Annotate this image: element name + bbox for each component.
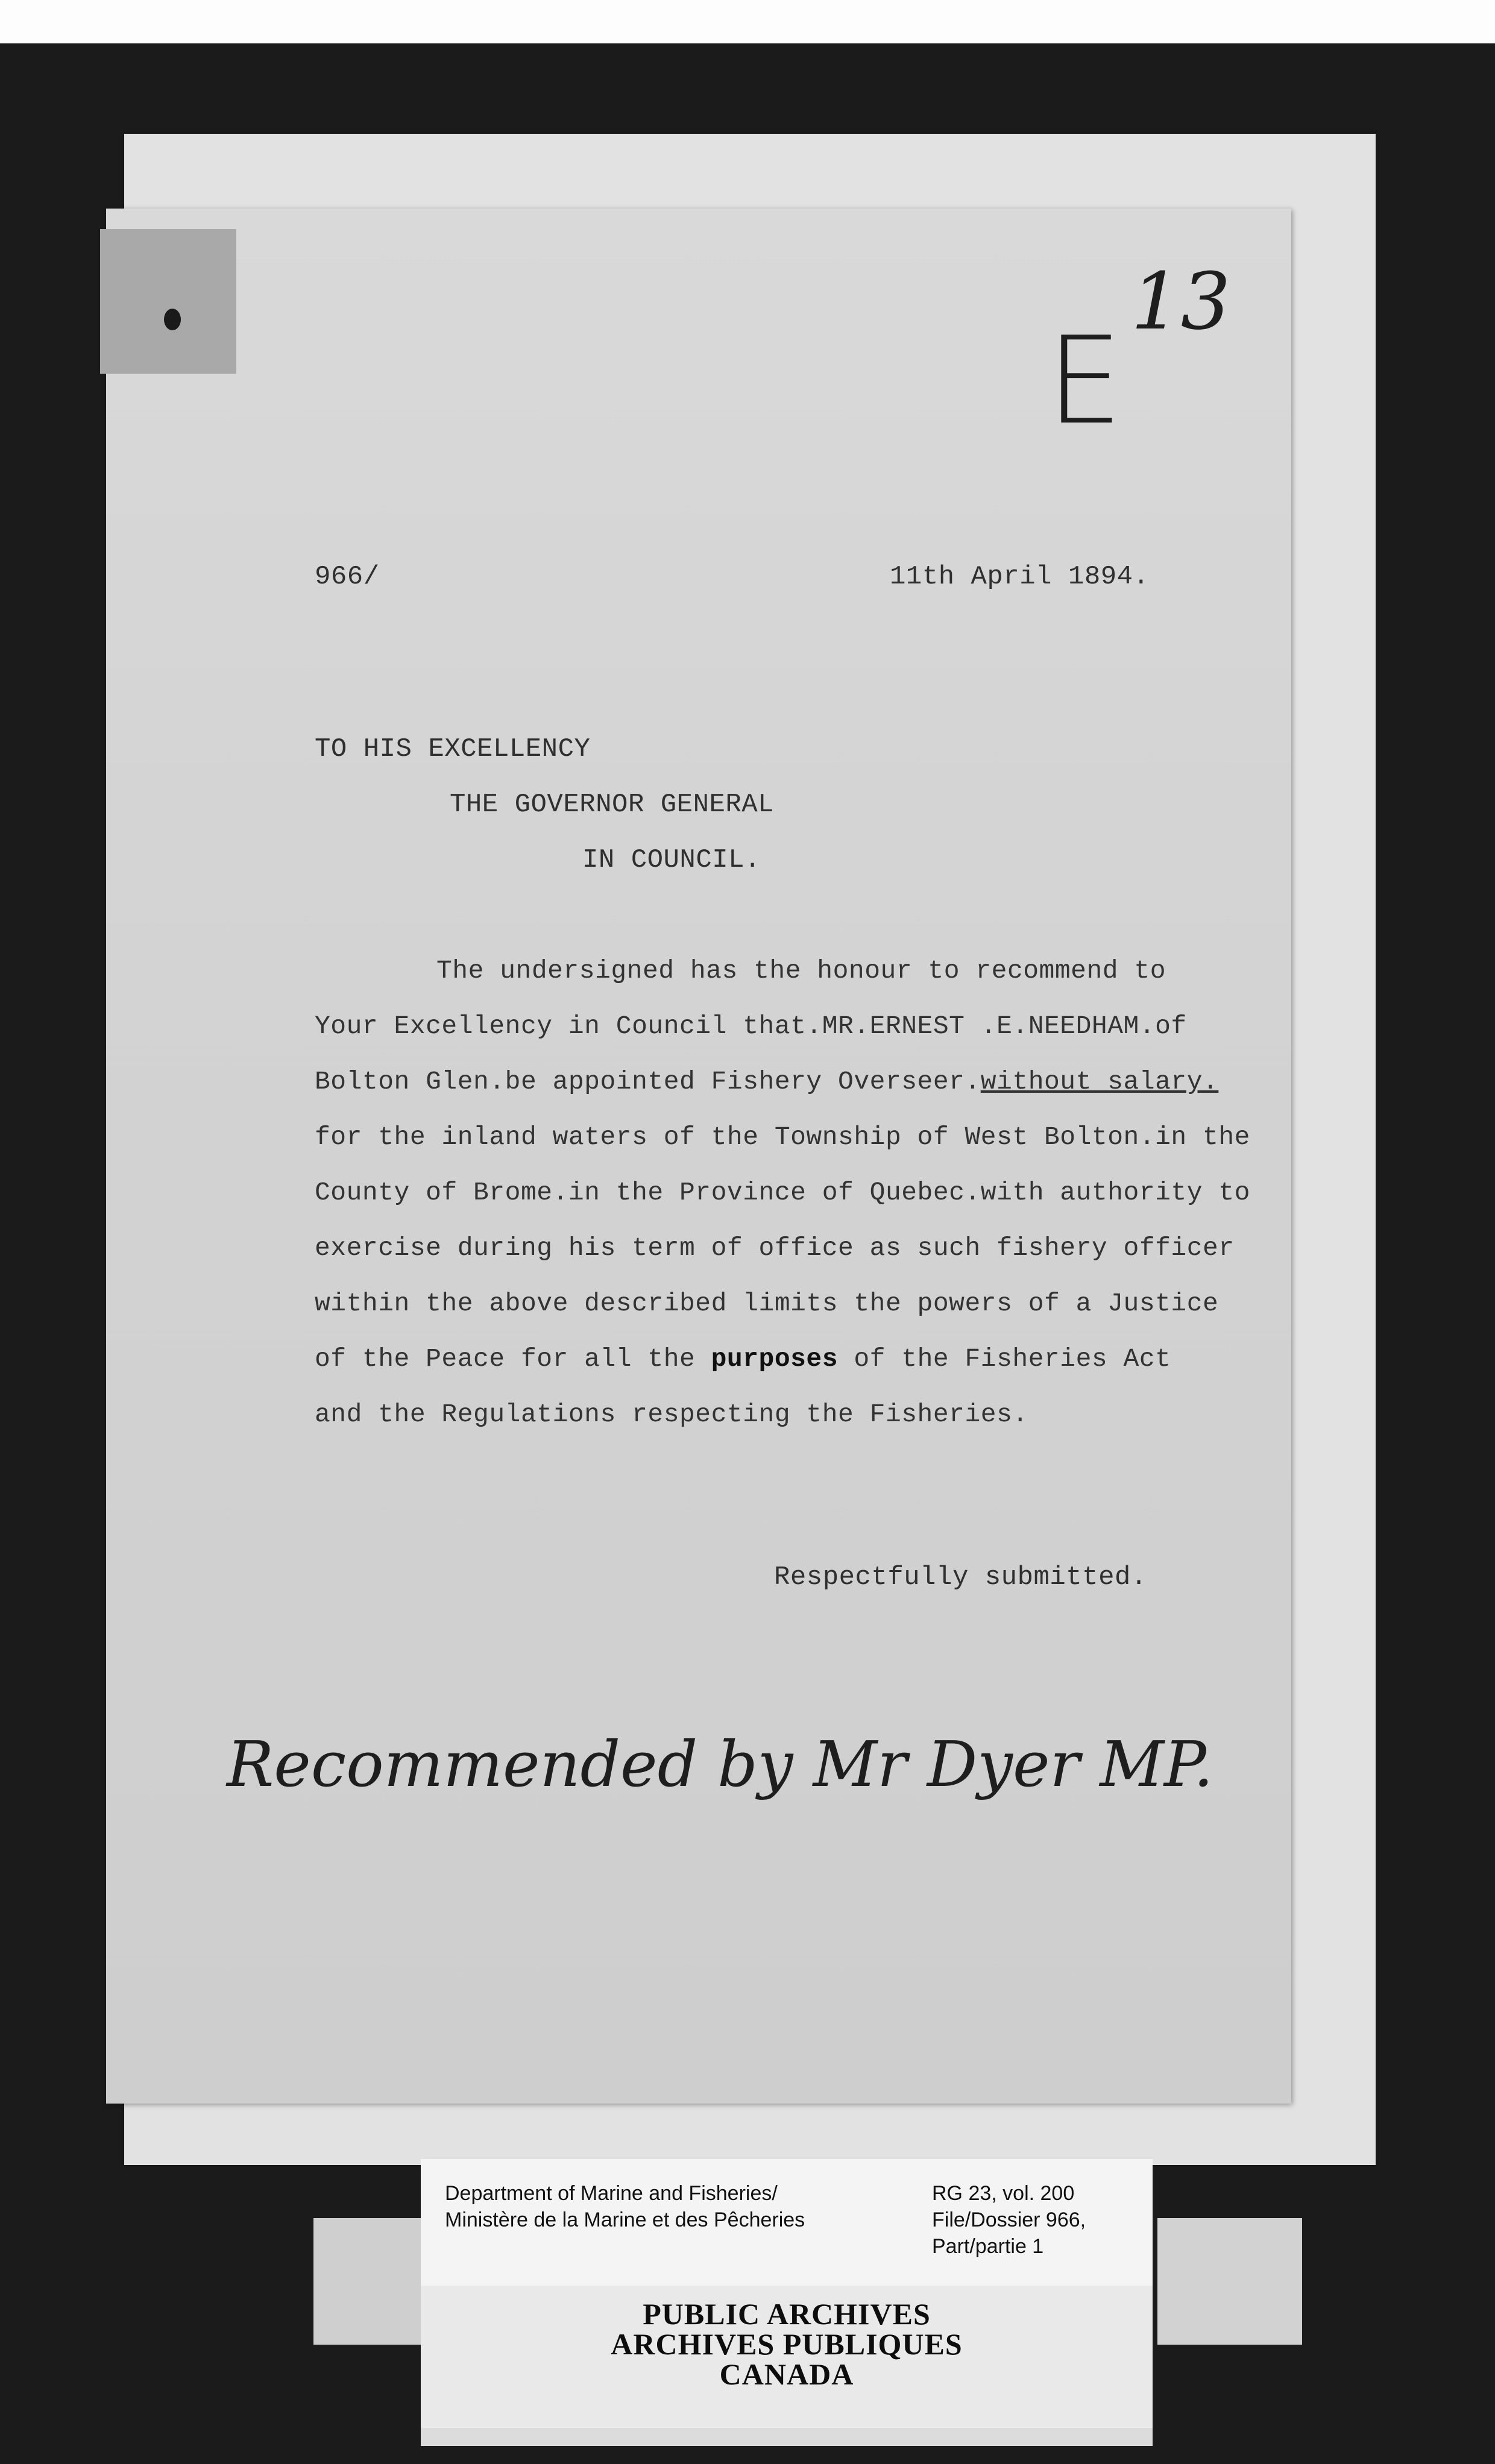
tape-mark xyxy=(164,309,181,330)
handwritten-number: 13 xyxy=(1131,256,1231,347)
body-line-8-tail: of the Fisheries Act xyxy=(838,1344,1171,1374)
stamp-line-3: CANADA xyxy=(719,2357,854,2391)
mounting-tape xyxy=(100,229,236,374)
underlined-phrase: without salary. xyxy=(980,1067,1219,1096)
archives-stamp xyxy=(421,2286,1153,2428)
label-file-number: File/Dossier 966, xyxy=(932,2208,1086,2231)
bold-word: purposes xyxy=(711,1344,839,1374)
body-line-3-text: Bolton Glen.be appointed Fishery Overseer. xyxy=(315,1067,981,1096)
body-line-3 xyxy=(315,1067,1218,1096)
address-line-1: TO HIS EXCELLENCY xyxy=(315,734,591,764)
letter-date: 11th April 1894. xyxy=(890,562,1150,592)
label-tab-right xyxy=(1157,2218,1302,2345)
body-line-8 xyxy=(315,1344,1171,1374)
file-reference: 966/ xyxy=(315,562,380,592)
label-tab-left xyxy=(313,2218,428,2345)
body-line-8-text: of the Peace for all the xyxy=(315,1344,711,1374)
address-line-2: THE GOVERNOR GENERAL xyxy=(450,790,775,820)
body-line-6: exercise during his term of office as such fishery officer xyxy=(315,1233,1235,1263)
body-line-7: within the above described limits the powers of a Justice xyxy=(315,1289,1219,1318)
label-department-en: Department of Marine and Fisheries/ xyxy=(445,2182,778,2205)
label-part-number: Part/partie 1 xyxy=(932,2235,1044,2258)
label-department-fr: Ministère de la Marine et des Pêcheries xyxy=(445,2208,805,2231)
stamp-line-2: ARCHIVES PUBLIQUES xyxy=(611,2327,963,2361)
handwritten-mark: E xyxy=(1046,311,1123,451)
stamp-line-1: PUBLIC ARCHIVES xyxy=(643,2297,931,2331)
archive-label xyxy=(421,2159,1153,2286)
top-margin-strip xyxy=(0,0,1495,43)
address-line-3: IN COUNCIL. xyxy=(582,845,761,875)
body-line-5: County of Brome.in the Province of Quebec.with authority to xyxy=(315,1178,1250,1207)
bottom-band xyxy=(421,2428,1153,2446)
body-line-2: Your Excellency in Council that.MR.ERNEST .E.NEEDHAM.of xyxy=(315,1011,1187,1041)
body-line-1: The undersigned has the honour to recommend to xyxy=(436,956,1166,985)
body-line-9: and the Regulations respecting the Fisheries. xyxy=(315,1400,1028,1429)
body-line-4: for the inland waters of the Township of West Bolton.in the xyxy=(315,1122,1250,1152)
handwritten-recommendation: Recommended by Mr Dyer MP. xyxy=(227,1727,1213,1801)
document-page xyxy=(106,209,1291,2104)
closing-text: Respectfully submitted. xyxy=(774,1562,1147,1592)
label-record-group: RG 23, vol. 200 xyxy=(932,2182,1075,2205)
